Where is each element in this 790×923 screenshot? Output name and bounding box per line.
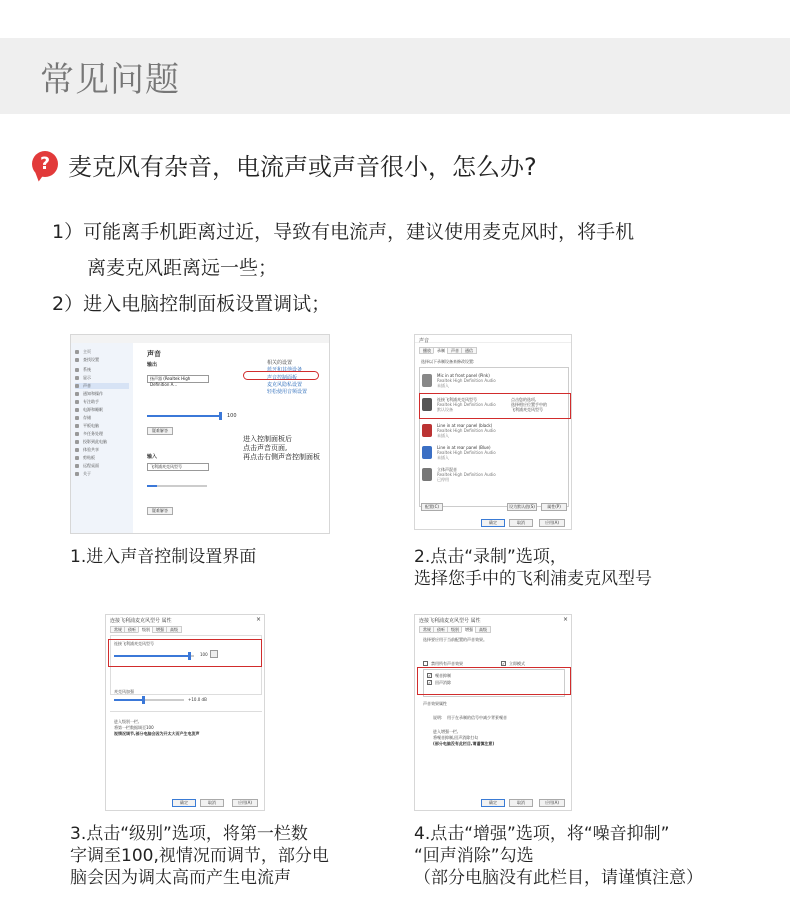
boost-label: 麦克风加强: [114, 689, 134, 694]
enh-note-3: (部分电脑没有此栏目,请谨慎注意): [433, 741, 495, 746]
output-heading: 输出: [147, 362, 158, 368]
tab-communications[interactable]: 通信: [461, 347, 477, 354]
step-1-caption-line: 1.进入声音控制设置界面: [70, 547, 257, 567]
tab-levels[interactable]: 级别: [447, 626, 463, 633]
props-title: 声音效果属性: [423, 701, 447, 706]
level-value: 100: [200, 652, 208, 657]
tab-advanced[interactable]: 高级: [166, 626, 182, 633]
selected-device-highlight: [419, 393, 571, 419]
window-title: 连接飞利浦麦克风型号 属性: [419, 618, 481, 624]
apply-button[interactable]: 应用(A): [232, 799, 258, 807]
cancel-button[interactable]: 取消: [509, 799, 533, 807]
recording-hint: 选择以下录制设备来修改设置:: [421, 359, 475, 364]
faq-answers: [52, 214, 772, 322]
tab-listen[interactable]: 侦听: [124, 626, 140, 633]
immediate-mode-checkbox[interactable]: ✓: [502, 661, 506, 666]
tab-enhancements[interactable]: 增强: [461, 626, 477, 633]
step-4-caption-line: “回声消除”勾选: [414, 846, 534, 866]
boost-value: +10.0 dB: [188, 697, 207, 702]
question-text: 麦克风有杂音，电流声或声音很小，怎么办?: [68, 152, 537, 181]
cancel-button[interactable]: 取消: [200, 799, 224, 807]
answer-line-1: 1）可能离手机距离过近，导致有电流声，建议使用麦克风时，将手机: [52, 221, 635, 243]
desc-text: 用于在录制的信号中减少背景噪音: [447, 715, 507, 720]
window-title: 声音: [419, 338, 430, 344]
step-3-caption-line: 字调至100,视情况而调节，部分电: [70, 846, 329, 866]
close-icon[interactable]: ×: [256, 616, 262, 623]
disable-all-checkbox[interactable]: [423, 661, 428, 666]
screenshot-enhancements-tab: [414, 614, 572, 811]
tab-advanced[interactable]: 高级: [475, 626, 491, 633]
tab-recording[interactable]: 录制: [433, 347, 449, 354]
apply-button[interactable]: 应用(A): [539, 519, 565, 527]
enh-note-2: 将噪音抑制,回声消除打勾: [433, 735, 479, 740]
annotation-line-1: 进入控制面板后: [243, 435, 292, 443]
step-4-caption-line: （部分电脑没有此栏目，请谨慎注意）: [414, 868, 703, 888]
step-4-caption: [414, 823, 703, 889]
tab-general[interactable]: 常规: [419, 626, 435, 633]
ok-button[interactable]: 确定: [172, 799, 196, 807]
device-item[interactable]: Line in at rear panel (Blue) Realtek High Definition Audio 未插入: [419, 443, 567, 463]
levels-note-1: 进入级别一栏,: [114, 719, 140, 724]
noise-suppression-checkbox[interactable]: ✓: [428, 673, 432, 678]
sound-page-title: 声音: [147, 350, 161, 358]
tab-sounds[interactable]: 声音: [447, 347, 463, 354]
apply-button[interactable]: 应用(A): [539, 799, 565, 807]
immediate-mode-label: 立即模式: [509, 661, 525, 666]
device-item[interactable]: 立体声混音 Realtek High Definition Audio 已停用: [419, 465, 567, 485]
step-2-caption-line: 选择您手中的飞利浦麦克风型号: [414, 569, 652, 589]
levels-note-2: 将第一栏数据调至100: [114, 725, 154, 730]
tab-playback[interactable]: 播放: [419, 347, 435, 354]
tab-enhancements[interactable]: 增强: [152, 626, 168, 633]
step-2-caption-line: 2.点击“录制”选项，: [414, 547, 567, 567]
disable-all-label: 禁用所有声音效果: [431, 661, 463, 666]
device-item[interactable]: Line in at rear panel (black) Realtek High Definition Audio 未插入: [419, 421, 567, 441]
step-2-caption: [414, 546, 652, 590]
step-4-caption-line: 4.点击“增强”选项，将“噪音抑制”: [414, 824, 670, 844]
annotation-line-2: 点击声音页面,: [243, 444, 288, 452]
tab-levels[interactable]: 级别: [138, 626, 154, 633]
step-3-caption: [70, 823, 329, 889]
set-default-button[interactable]: 设为默认值(S): [507, 503, 537, 511]
configure-button[interactable]: 配置(C): [421, 503, 443, 511]
screenshot-recording-tab: [414, 334, 572, 530]
desc-label: 说明:: [433, 715, 443, 720]
enhancements-hint: 选择要应用于当前配置的声音效果。: [423, 637, 487, 642]
levels-note-3: 视情况调节,部分电脑会因为开太大而产生电流声: [114, 731, 200, 736]
enh-note-1: 进入增强一栏,: [433, 729, 459, 734]
effects-highlight: [417, 667, 571, 695]
input-heading: 输入: [147, 454, 158, 460]
step-3-caption-line: 脑会因为调太高而产生电流声: [70, 868, 291, 888]
noise-suppression-label: 噪音抑制: [435, 673, 451, 678]
echo-cancellation-label: 回声消除: [435, 680, 451, 685]
window-title: 连接飞利浦麦克风型号 属性: [110, 618, 172, 624]
screenshot-levels-tab: [105, 614, 265, 811]
echo-cancellation-checkbox[interactable]: ✓: [428, 680, 432, 685]
properties-button[interactable]: 属性(P): [541, 503, 567, 511]
screenshot-sound-settings: 主页 查找设置 系统 显示 声音 通知和操作 专注助手 电源和睡眠 存储 平板电脑 多任务处理 投影到此电脑 体验共享 剪贴板 远程桌面 关于 声音 输出 扬声器 (Realtek High Definition A... 100 疑难解答 输入 飞利浦麦克风型号 疑难解答 相关的设置 蓝牙和其他设备 声音控制面板 麦克风隐私设置 轻松使用音频设置 进入控制面板后 点击声音页面, 再点击右侧声音控制面板: [70, 334, 330, 534]
ok-button[interactable]: 确定: [481, 519, 505, 527]
section-title: 常见问题: [40, 60, 180, 100]
annotation-line-3: 再点击右侧声音控制面板: [243, 453, 320, 461]
section-header: [0, 38, 790, 114]
answer-line-2: 2）进入电脑控制面板设置调试；: [52, 293, 331, 315]
cancel-button[interactable]: 取消: [509, 519, 533, 527]
device-item[interactable]: Mic in at front panel (Pink) Realtek High Definition Audio 未插入: [419, 371, 567, 391]
device-item-selected[interactable]: 连接飞利浦麦克风型号 Realtek High Definition Audio 默认设备 点击您的选项, 选择相应位置手中的 飞利浦麦克风型号: [419, 395, 567, 415]
level-label: 连接飞利浦麦克风型号: [114, 641, 154, 646]
tab-general[interactable]: 常规: [110, 626, 126, 633]
tab-listen[interactable]: 侦听: [433, 626, 449, 633]
step-3-caption-line: 3.点击“级别”选项，将第一栏数: [70, 824, 308, 844]
faq-question: [32, 144, 537, 184]
close-icon[interactable]: ×: [563, 616, 569, 623]
answer-line-1b: 离麦克风距离远一些；: [87, 257, 278, 279]
question-bubble-icon: ?: [32, 151, 58, 177]
ok-button[interactable]: 确定: [481, 799, 505, 807]
level-highlight: [108, 639, 262, 667]
step-1-caption: [70, 546, 256, 568]
